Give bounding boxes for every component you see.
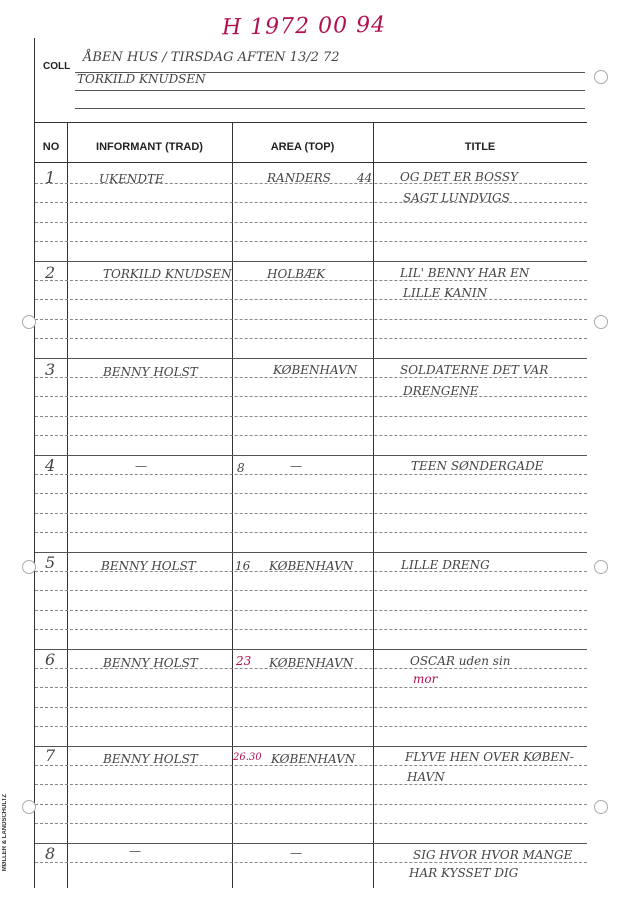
coll-line-2: TORKILD KNUDSEN bbox=[77, 72, 206, 86]
ruled-line bbox=[35, 319, 587, 320]
row-number: 7 bbox=[45, 746, 56, 765]
margin-print: MØLLER & LANDSCHULTZ bbox=[2, 793, 8, 871]
area: — bbox=[290, 846, 302, 860]
col-divider-3 bbox=[373, 122, 374, 888]
ruled-line bbox=[35, 338, 587, 339]
ruled-line bbox=[35, 823, 587, 824]
title-line-2: DRENGENE bbox=[403, 384, 479, 398]
header-area: AREA (TOP) bbox=[270, 141, 335, 153]
title-line-2: SAGT LUNDVIGS bbox=[403, 191, 510, 205]
title-line-1: LIL' BENNY HAR EN bbox=[400, 266, 530, 280]
informant: — bbox=[135, 459, 147, 473]
punch-hole bbox=[594, 800, 608, 814]
title-line-1: OG DET ER BOSSY bbox=[400, 170, 519, 184]
number: 44 bbox=[357, 171, 373, 185]
ruled-line bbox=[35, 396, 587, 397]
record-sheet bbox=[34, 38, 587, 888]
row-number: 6 bbox=[45, 650, 56, 669]
ruled-line bbox=[35, 726, 587, 727]
ruled-line bbox=[35, 241, 587, 242]
informant: — bbox=[129, 844, 141, 858]
punch-hole bbox=[594, 560, 608, 574]
title-line-2: HAR KYSSET DIG bbox=[409, 866, 519, 880]
ruled-line bbox=[35, 843, 587, 844]
punch-hole bbox=[594, 70, 608, 84]
area: KØBENHAVN bbox=[269, 656, 354, 670]
area: KØBENHAVN bbox=[269, 559, 354, 573]
coll-rule-2 bbox=[75, 90, 585, 91]
title-line-1: SOLDATERNE DET VAR bbox=[400, 363, 549, 377]
title-line-2: HAVN bbox=[407, 770, 445, 784]
title-line-2: LILLE KANIN bbox=[403, 286, 488, 300]
punch-hole bbox=[594, 315, 608, 329]
area: — bbox=[290, 459, 302, 473]
number: 23 bbox=[236, 654, 252, 668]
informant: TORKILD KNUDSEN bbox=[103, 267, 232, 281]
number: 8 bbox=[237, 461, 245, 475]
ruled-line bbox=[35, 493, 587, 494]
ruled-line bbox=[35, 532, 587, 533]
row-number: 2 bbox=[45, 263, 56, 282]
row-number: 3 bbox=[45, 360, 56, 379]
area: KØBENHAVN bbox=[273, 363, 358, 377]
punch-hole bbox=[22, 315, 36, 329]
title-line-1: OSCAR uden sin bbox=[410, 654, 511, 668]
header-no: NO bbox=[42, 141, 60, 153]
ruled-line bbox=[35, 746, 587, 747]
header-bottom-rule bbox=[35, 162, 587, 163]
area: RANDERS bbox=[267, 171, 331, 185]
area: KØBENHAVN bbox=[271, 752, 356, 766]
ruled-line bbox=[35, 610, 587, 611]
row-number: 1 bbox=[45, 168, 56, 187]
title-line-2: mor bbox=[413, 672, 438, 686]
ruled-line bbox=[35, 629, 587, 630]
coll-rule-1 bbox=[75, 72, 585, 73]
ruled-line bbox=[35, 862, 587, 863]
ruled-line bbox=[35, 435, 587, 436]
punch-hole bbox=[22, 800, 36, 814]
ruled-line bbox=[35, 707, 587, 708]
title-line-1: FLYVE HEN OVER KØBEN- bbox=[405, 750, 574, 764]
informant: BENNY HOLST bbox=[103, 656, 198, 670]
col-divider-1 bbox=[67, 122, 68, 888]
title-line-1: LILLE DRENG bbox=[401, 558, 490, 572]
accession-number: H 1972 00 94 bbox=[221, 12, 387, 41]
ruled-line bbox=[35, 299, 587, 300]
ruled-line bbox=[35, 590, 587, 591]
col-divider-2 bbox=[232, 122, 233, 888]
number: 16 bbox=[235, 559, 251, 573]
title-line-1: TEEN SØNDERGADE bbox=[411, 459, 544, 473]
row-number: 8 bbox=[45, 844, 56, 863]
coll-line-1: ÅBEN HUS / TIRSDAG AFTEN 13/2 72 bbox=[83, 50, 340, 65]
row-number: 4 bbox=[45, 456, 56, 475]
informant: BENNY HOLST bbox=[103, 752, 198, 766]
ruled-line bbox=[35, 261, 587, 262]
ruled-line bbox=[35, 552, 587, 553]
area: HOLBÆK bbox=[267, 267, 326, 281]
ruled-line bbox=[35, 687, 587, 688]
ruled-line bbox=[35, 358, 587, 359]
ruled-line bbox=[35, 474, 587, 475]
coll-rule-3 bbox=[75, 108, 585, 109]
ruled-line bbox=[35, 222, 587, 223]
informant: UKENDTE bbox=[99, 172, 164, 186]
ruled-line bbox=[35, 784, 587, 785]
number: 26.30 bbox=[233, 752, 262, 763]
ruled-line bbox=[35, 649, 587, 650]
informant: BENNY HOLST bbox=[103, 365, 198, 379]
title-line-1: SIG HVOR HVOR MANGE bbox=[413, 848, 573, 862]
informant: BENNY HOLST bbox=[101, 559, 196, 573]
coll-label: COLL bbox=[43, 61, 71, 72]
table-top-rule bbox=[35, 122, 587, 123]
ruled-line bbox=[35, 416, 587, 417]
row-number: 5 bbox=[45, 553, 56, 572]
header-informant: INFORMANT (TRAD) bbox=[96, 141, 203, 153]
ruled-line bbox=[35, 804, 587, 805]
ruled-line bbox=[35, 455, 587, 456]
header-title: TITLE bbox=[464, 141, 496, 153]
punch-hole bbox=[22, 560, 36, 574]
ruled-line bbox=[35, 513, 587, 514]
